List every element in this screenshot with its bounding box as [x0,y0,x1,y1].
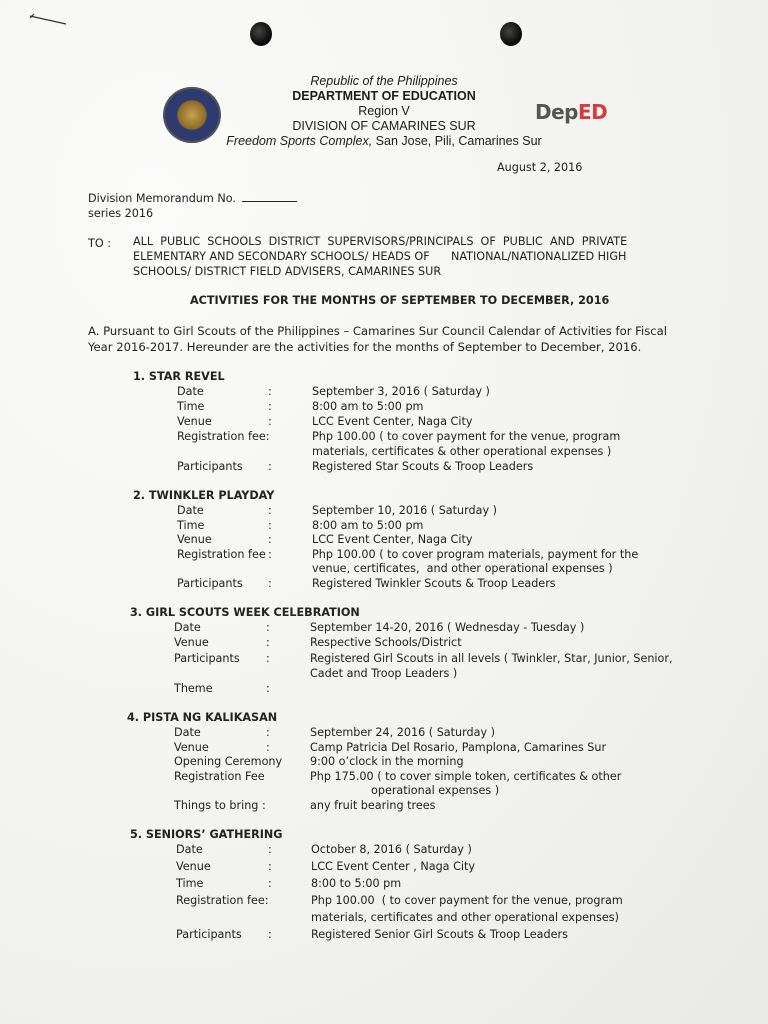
memo-date: August 2, 2016 [497,161,583,174]
row-colon: : [268,843,272,856]
intro-line-2: Year 2016-2017. Hereunder are the activities for the months of September to December, 2016. [88,340,642,354]
row-colon: : [266,741,270,754]
row-value-continued: venue, certificates, and other operational expenses ) [312,562,613,575]
letterhead-line-2: DEPARTMENT OF EDUCATION [292,89,476,103]
row-value: September 10, 2016 ( Saturday ) [312,504,498,517]
row-colon: : [268,460,272,473]
letterhead-line-1: Republic of the Philippines [310,74,458,88]
row-label: Date [177,504,204,517]
row-label: Theme [174,682,213,695]
activity-heading: 1. STAR REVEL [133,370,225,383]
row-label: Time [176,877,204,890]
row-value: LCC Event Center, Naga City [312,415,473,428]
row-label: Registration Fee [174,770,265,783]
row-value: Registered Senior Girl Scouts & Troop Leaders [311,928,568,941]
row-value: September 14-20, 2016 ( Wednesday - Tuesday ) [310,621,585,634]
row-value: September 24, 2016 ( Saturday ) [310,726,496,739]
memo-number-blank [242,201,297,202]
row-value: October 8, 2016 ( Saturday ) [311,843,472,856]
pen-mark-icon [28,12,68,26]
letterhead-line-3: Region V [358,104,410,118]
row-label: Registration fee: [176,894,269,907]
activity-heading: 4. PISTA NG KALIKASAN [127,711,278,724]
row-label: Venue [174,741,209,754]
row-value-continued: operational expenses ) [371,784,500,797]
row-label: Date [174,726,201,739]
row-value: Camp Patricia Del Rosario, Pamplona, Camarines Sur [310,741,607,754]
row-label: Venue [177,533,212,546]
deped-logo: DepED [535,100,608,124]
row-value: Php 100.00 ( to cover payment for the venue, program [311,894,623,907]
row-value-continued: materials, certificates and other operational expenses) [311,911,619,924]
row-colon: : [266,621,270,634]
to-label: TO : [88,237,111,250]
row-colon: : [268,877,272,890]
to-line-1: ALL PUBLIC SCHOOLS DISTRICT SUPERVISORS/PRINCIPALS OF PUBLIC AND PRIVATE [133,235,628,248]
row-label: Things to bring : [174,799,266,812]
row-label: Participants [177,460,243,473]
row-label: Registration fee [177,548,266,561]
row-label: Venue [176,860,211,873]
row-colon: : [266,726,270,739]
activity-heading: 3. GIRL SCOUTS WEEK CELEBRATION [130,606,360,619]
row-label: Participants [177,577,243,590]
row-value: Respective Schools/District [310,636,462,649]
activity-heading: 5. SENIORS’ GATHERING [130,828,283,841]
row-value: 8:00 am to 5:00 pm [312,400,424,413]
row-value: 8:00 to 5:00 pm [311,877,402,890]
row-colon: : [268,548,272,561]
row-label: Time [177,400,205,413]
row-label: Venue [177,415,212,428]
to-line-3: SCHOOLS/ DISTRICT FIELD ADVISERS, CAMARINES SUR [133,265,442,278]
punch-hole-right [500,22,522,46]
row-colon: : [268,519,272,532]
letterhead-line-5: Freedom Sports Complex, San Jose, Pili, Camarines Sur [226,134,542,148]
row-label: Registration fee: [177,430,270,443]
row-value: Registered Star Scouts & Troop Leaders [312,460,534,473]
row-value: 8:00 am to 5:00 pm [312,519,424,532]
row-value: Php 100.00 ( to cover program materials, payment for the [312,548,639,561]
to-line-2: ELEMENTARY AND SECONDARY SCHOOLS/ HEADS OF NATIONAL/NATIONALIZED HIGH [133,250,627,263]
row-label: Venue [174,636,209,649]
row-value-continued: Cadet and Troop Leaders ) [310,667,458,680]
row-label: Date [177,385,204,398]
intro-line-1: A. Pursuant to Girl Scouts of the Philippines – Camarines Sur Council Calendar of Activities for Fiscal [88,324,667,338]
row-colon: : [268,577,272,590]
row-colon: : [268,385,272,398]
row-colon: : [268,504,272,517]
document-title: ACTIVITIES FOR THE MONTHS OF SEPTEMBER TO DECEMBER, 2016 [190,294,610,307]
row-value: LCC Event Center , Naga City [311,860,476,873]
row-value: 9:00 o’clock in the morning [310,755,464,768]
row-value: Registered Twinkler Scouts & Troop Leaders [312,577,556,590]
row-value: September 3, 2016 ( Saturday ) [312,385,490,398]
row-colon: : [266,652,270,665]
row-label: Time [177,519,205,532]
memo-series: series 2016 [88,207,154,220]
row-value: LCC Event Center, Naga City [312,533,473,546]
row-colon: : [268,415,272,428]
row-label: Opening Ceremony [174,755,283,768]
row-value: Php 175.00 ( to cover simple token, certificates & other [310,770,622,783]
row-colon: : [268,860,272,873]
row-colon: : [266,636,270,649]
row-label: Participants [174,652,240,665]
row-value: Php 100.00 ( to cover payment for the venue, program [312,430,621,443]
punch-hole-left [250,22,272,46]
row-value: any fruit bearing trees [310,799,436,812]
row-label: Participants [176,928,242,941]
memo-number: Division Memorandum No. [88,192,297,205]
row-value-continued: materials, certificates & other operational expenses ) [312,445,612,458]
row-colon: : [268,533,272,546]
row-label: Date [176,843,203,856]
letterhead-line-4: DIVISION OF CAMARINES SUR [292,119,476,133]
row-colon: : [268,400,272,413]
row-value: Registered Girl Scouts in all levels ( Twinkler, Star, Junior, Senior, [310,652,673,665]
activity-heading: 2. TWINKLER PLAYDAY [133,489,275,502]
row-label: Date [174,621,201,634]
row-colon: : [268,928,272,941]
row-colon: : [266,682,270,695]
